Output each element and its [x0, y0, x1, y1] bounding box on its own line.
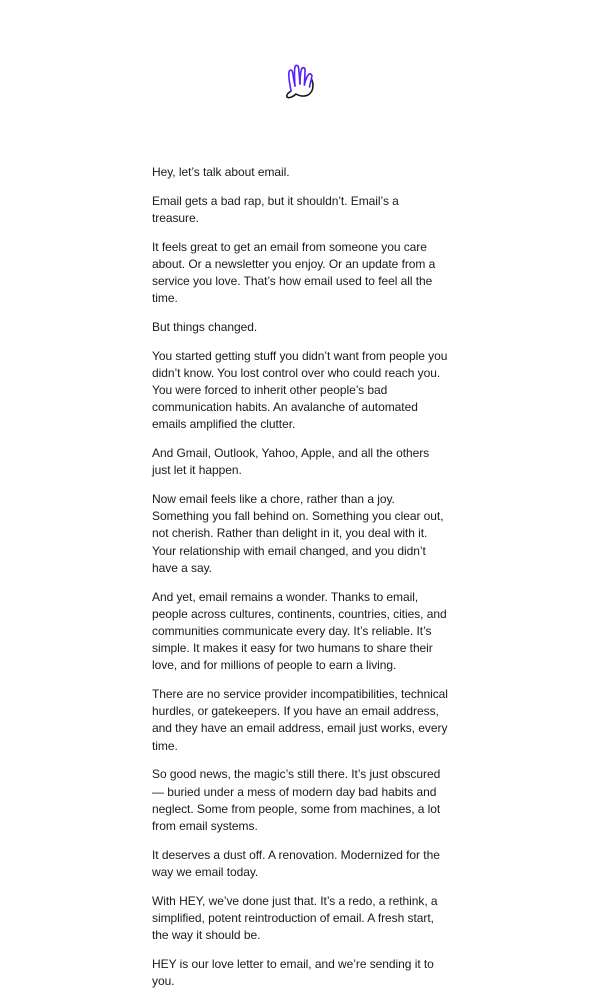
letter-paragraph-5: You started getting stuff you didn’t want from people you didn’t know. You lost control over who could reach you. You were forced to inherit other people’s bad communication habits. An avalanche of automated emails amplified the clutter. [152, 348, 448, 432]
letter-paragraph-12: With HEY, we’ve done just that. It’s a redo, a rethink, a simplified, potent reintroduction of email. A fresh start, the way it should be. [152, 893, 438, 943]
love-letter-body [152, 164, 448, 1002]
letter-paragraph-4: But things changed. [152, 319, 258, 334]
letter-paragraph-9: There are no service provider incompatibilities, technical hurdles, or gatekeepers. If you have an email address, and they have an email address, email just works, every time. [152, 687, 448, 753]
letter-paragraph-7: Now email feels like a chore, rather than a joy. Something you fall behind on. Something you clear out, not cherish. Rather than delight in it, you deal with it. Your relationship with email changed, and you didn’t have a say. [152, 492, 444, 575]
letter-paragraph-11: It deserves a dust off. A renovation. Modernized for the way we email today. [152, 847, 440, 879]
letter-paragraph-3: It feels great to get an email from someone you care about. Or a newsletter you enjoy. Or an update from a service you love. That’s how email used to feel all the time. [152, 239, 436, 306]
letter-paragraph-6: And Gmail, Outlook, Yahoo, Apple, and all the others just let it happen. [152, 446, 430, 478]
hey-hand-logo-icon [282, 62, 318, 100]
letter-paragraph-8: And yet, email remains a wonder. Thanks to email, people across cultures, continents, countries, cities, and communities communicate every day. It’s reliable. It’s simple. It makes it easy for two humans to share their love, and for millions of people to earn a living. [152, 589, 447, 673]
letter-paragraph-10: So good news, the magic’s still there. It’s just obscured — buried under a mess of modern day bad habits and neglect. Some from people, some from machines, a lot from email systems. [152, 767, 441, 833]
letter-paragraph-1: Hey, let’s talk about email. [152, 165, 290, 179]
letter-paragraph-13: HEY is our love letter to email, and we’re sending it to you. [152, 956, 434, 988]
letter-paragraph-2: Email gets a bad rap, but it shouldn’t. Email’s a treasure. [152, 193, 399, 225]
